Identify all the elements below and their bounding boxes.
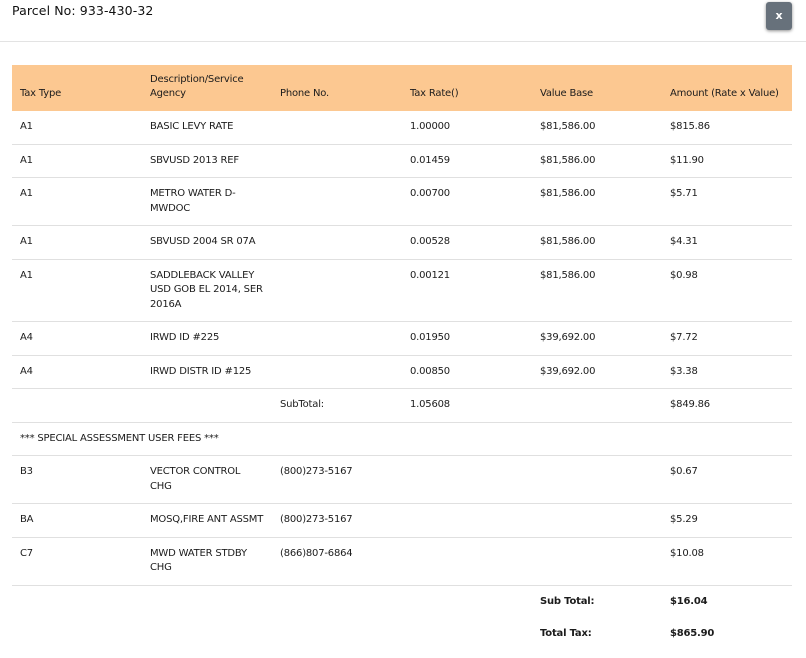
cell-amount: $4.31: [662, 226, 792, 260]
cell-phone: [272, 144, 402, 178]
cell-tax-rate: 0.00121: [402, 259, 532, 322]
column-header-tax-type: Tax Type: [12, 65, 142, 111]
table-row: [12, 322, 792, 356]
cell-tax-type: A4: [12, 322, 142, 356]
total-tax-row: [12, 618, 792, 651]
cell-phone: [272, 322, 402, 356]
subtotal-tax-rate: 1.05608: [402, 389, 532, 423]
total-tax-label: Total Tax:: [540, 628, 592, 639]
cell-amount: $10.08: [662, 537, 792, 585]
subtotal-label: SubTotal:: [272, 389, 402, 423]
special-assessment-section-title: *** SPECIAL ASSESSMENT USER FEES ***: [12, 422, 792, 456]
cell-description: SBVUSD 2013 REF: [142, 144, 272, 178]
cell-description: IRWD ID #225: [142, 322, 272, 356]
cell-tax-rate: [402, 504, 532, 538]
table-row: [12, 355, 792, 389]
column-header-amount: Amount (Rate x Value): [662, 65, 792, 111]
cell-value-base: $81,586.00: [532, 178, 662, 226]
table-row: [12, 537, 792, 585]
cell-tax-rate: 0.00528: [402, 226, 532, 260]
cell-tax-type: A1: [12, 111, 142, 144]
cell-tax-rate: 0.01950: [402, 322, 532, 356]
cell-value-base: $39,692.00: [532, 355, 662, 389]
cell-value-base: $81,586.00: [532, 111, 662, 144]
cell-phone: (866)807-6864: [272, 537, 402, 585]
parcel-title: Parcel No: 933-430-32: [12, 3, 154, 18]
cell-tax-rate: 0.00850: [402, 355, 532, 389]
column-header-value-base: Value Base: [532, 65, 662, 111]
cell-value-base: $81,586.00: [532, 259, 662, 322]
cell-description: IRWD DISTR ID #125: [142, 355, 272, 389]
table-header: [12, 65, 792, 111]
subtotal-row: [12, 389, 792, 423]
cell-tax-type: A1: [12, 259, 142, 322]
cell-description: BASIC LEVY RATE: [142, 111, 272, 144]
section-header-row: [12, 422, 792, 456]
cell-amount: $11.90: [662, 144, 792, 178]
cell-description: VECTOR CONTROL CHG: [142, 456, 272, 504]
tax-table-container: [12, 65, 792, 651]
cell-tax-type: B3: [12, 456, 142, 504]
cell-phone: [272, 355, 402, 389]
cell-amount: $0.98: [662, 259, 792, 322]
cell-tax-rate: 0.00700: [402, 178, 532, 226]
cell-tax-rate: 1.00000: [402, 111, 532, 144]
table-row: [12, 456, 792, 504]
cell-description: METRO WATER D-MWDOC: [142, 178, 272, 226]
table-row: [12, 178, 792, 226]
cell-tax-rate: [402, 537, 532, 585]
cell-amount: $3.38: [662, 355, 792, 389]
cell-tax-type: C7: [12, 537, 142, 585]
cell-tax-rate: [402, 456, 532, 504]
close-button[interactable]: x: [766, 2, 792, 30]
header-row: [12, 65, 792, 111]
cell-phone: [272, 178, 402, 226]
column-header-phone: Phone No.: [272, 65, 402, 111]
sub-total-label: Sub Total:: [540, 595, 595, 607]
subtotal-amount: $849.86: [662, 389, 792, 423]
cell-tax-type: A1: [12, 178, 142, 226]
cell-amount: $0.67: [662, 456, 792, 504]
modal-header: [0, 0, 806, 42]
column-header-description: Description/Service Agency: [142, 65, 272, 111]
table-row: [12, 259, 792, 322]
cell-amount: $5.29: [662, 504, 792, 538]
cell-amount: $5.71: [662, 178, 792, 226]
cell-value-base: [532, 456, 662, 504]
cell-value-base: $81,586.00: [532, 144, 662, 178]
table-row: [12, 504, 792, 538]
cell-description: MWD WATER STDBY CHG: [142, 537, 272, 585]
cell-value-base: $81,586.00: [532, 226, 662, 260]
table-row: [12, 226, 792, 260]
cell-phone: [272, 226, 402, 260]
tax-table: [12, 65, 792, 651]
cell-value-base: $39,692.00: [532, 322, 662, 356]
cell-value-base: [532, 504, 662, 538]
table-row: [12, 111, 792, 144]
cell-amount: $7.72: [662, 322, 792, 356]
cell-tax-type: A1: [12, 226, 142, 260]
column-header-tax-rate: Tax Rate(): [402, 65, 532, 111]
cell-tax-type: A4: [12, 355, 142, 389]
cell-tax-type: A1: [12, 144, 142, 178]
table-body: [12, 111, 792, 651]
sub-total-value: $16.04: [670, 595, 708, 607]
cell-value-base: [532, 537, 662, 585]
cell-description: MOSQ,FIRE ANT ASSMT: [142, 504, 272, 538]
cell-amount: $815.86: [662, 111, 792, 144]
total-tax-value: $865.90: [670, 628, 715, 639]
cell-phone: [272, 111, 402, 144]
cell-description: SADDLEBACK VALLEY USD GOB EL 2014, SER 2016A: [142, 259, 272, 322]
cell-description: SBVUSD 2004 SR 07A: [142, 226, 272, 260]
sub-total-row: [12, 585, 792, 618]
cell-tax-rate: 0.01459: [402, 144, 532, 178]
cell-tax-type: BA: [12, 504, 142, 538]
cell-phone: (800)273-5167: [272, 456, 402, 504]
cell-phone: [272, 259, 402, 322]
table-row: [12, 144, 792, 178]
cell-phone: (800)273-5167: [272, 504, 402, 538]
